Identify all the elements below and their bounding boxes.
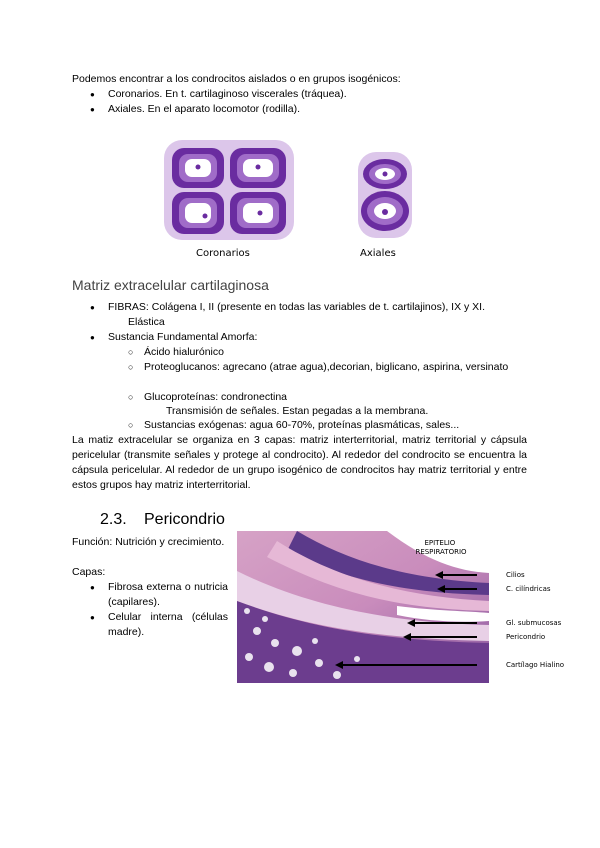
axiales-label: Axiales (360, 248, 396, 259)
bullet-axiales: ● Axiales. En el aparato locomotor (rodilla). (108, 102, 300, 117)
sub-exogenas: ○ Sustancias exógenas: agua 60-70%, proteínas plasmáticas, sales... (144, 418, 459, 433)
coronarios-group (164, 140, 294, 240)
coronarios-label: Coronarios (196, 248, 250, 259)
label-cilindricas: C. cilíndricas (506, 585, 551, 593)
sub-glucoproteinas: ○ Glucoproteínas: condronectina (144, 390, 287, 405)
axiales-group (358, 152, 412, 238)
capas-label: Capas: (72, 566, 106, 578)
isogenic-groups-figure (160, 138, 420, 263)
matriz-paragraph: La matiz extracelular se organiza en 3 capas: matriz interterritorial, matriz territorial y cápsula pericelular (transmite señales y protege al condrocito). Al rededor del condrocito se encuentra la cápsula pericelular. Al rededor de un grupo isogénico de condrocitos hay matriz territorial y entre estos grupos hay matriz interterritorial. (72, 434, 527, 491)
label-submucosas: Gl. submucosas (506, 619, 562, 627)
section-title-pericondrio: Pericondrio (144, 511, 225, 528)
bullet-fibras: ● FIBRAS: Colágena I, II (presente en todas las variables de t. cartilajinos), IX y XI. (108, 300, 485, 315)
bullet-sfa: ● Sustancia Fundamental Amorfa: (108, 330, 257, 345)
bullet-celular: ● Celular interna (células madre). (108, 610, 228, 640)
bullet-coronarios: ● Coronarios. En t. cartilaginoso viscerales (tráquea). (108, 87, 347, 102)
histology-figure (237, 531, 489, 683)
funcion-text: Función: Nutrición y crecimiento. (72, 536, 225, 548)
label-pericondrio: Pericondrio (506, 633, 546, 641)
figure2-title: EPITELIO RESPIRATORIO (415, 539, 467, 556)
section-number: 2.3. (100, 511, 127, 528)
fibras-elastica: Elástica (128, 316, 165, 328)
bullet-fibrosa: ● Fibrosa externa o nutricia (capilares). (108, 580, 228, 610)
section-heading-matriz: Matriz extracelular cartilaginosa (72, 277, 269, 293)
sub-acido: ○ Ácido hialurónico (144, 345, 224, 360)
label-cilios: Cilios (506, 571, 525, 579)
intro-line: Podemos encontrar a los condrocitos aislados o en grupos isogénicos: (72, 73, 401, 85)
sub-proteoglucanos: ○ Proteoglucanos: agrecano (atrae agua),decorian, biglicano, aspirina, versinato (144, 360, 526, 375)
glucoproteinas-note: Transmisión de señales. Estan pegadas a la membrana. (166, 405, 429, 417)
label-cartilago: Cartílago Hialino (506, 661, 565, 669)
